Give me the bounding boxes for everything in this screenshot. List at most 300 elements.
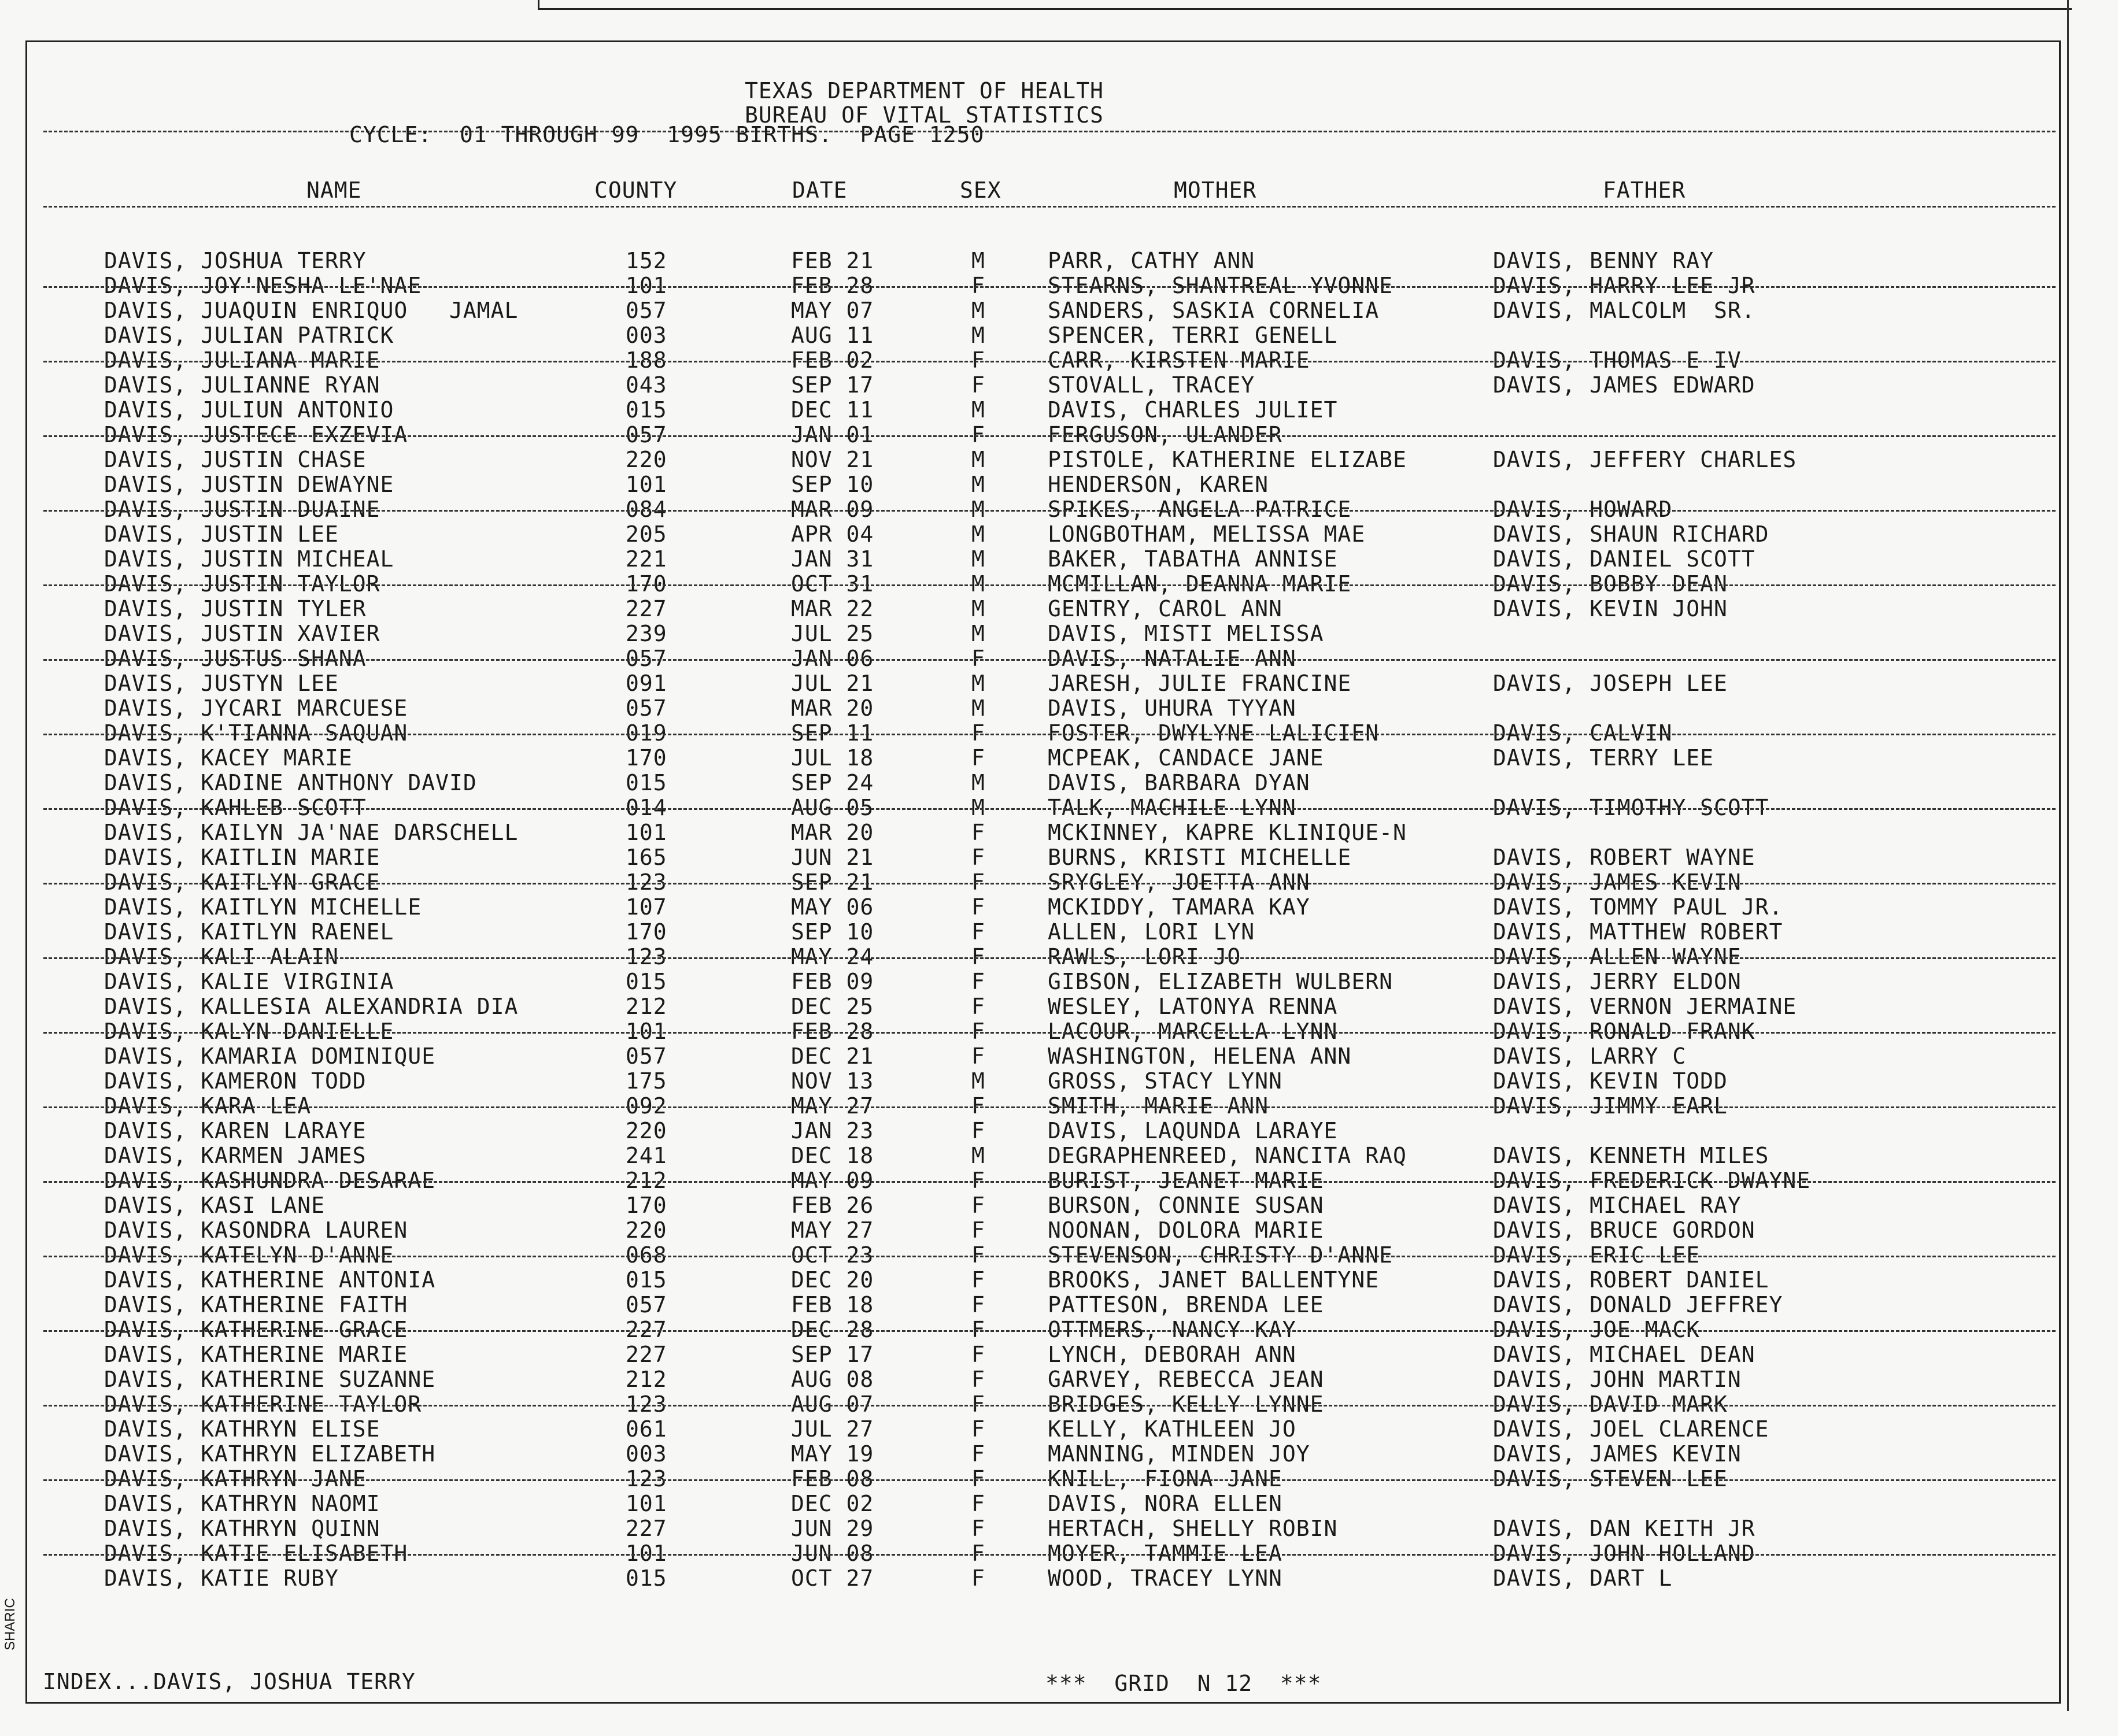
row-dash-line (43, 1479, 2056, 1481)
row-dash-line (43, 957, 2056, 959)
cell-sex: F (971, 1292, 985, 1317)
cell-mother: NOONAN, DOLORA MARIE (1048, 1217, 1324, 1243)
cell-date: AUG 05 (791, 795, 874, 820)
cell-sex: F (971, 1342, 985, 1367)
cell-mother: KELLY, KATHLEEN JO (1048, 1416, 1296, 1442)
cell-mother: STOVALL, TRACEY (1048, 372, 1255, 398)
cell-date: MAR 20 (791, 820, 874, 845)
cell-father: DAVIS, THOMAS E IV (1493, 347, 1742, 373)
cell-name: DAVIS, KAITLYN MICHELLE (104, 894, 422, 920)
cell-date: FEB 21 (791, 248, 874, 273)
cell-sex: M (971, 521, 985, 547)
cell-date: JAN 31 (791, 546, 874, 572)
cell-sex: F (971, 994, 985, 1019)
col-header-father: FATHER (1603, 177, 1686, 203)
cell-sex: M (971, 770, 985, 795)
cell-father: DAVIS, HARRY LEE JR (1493, 273, 1755, 298)
cell-name: DAVIS, JUSTECE EXZEVIA (104, 422, 408, 447)
row-dash-line (43, 1554, 2056, 1556)
cell-mother: FERGUSON, ULANDER (1048, 422, 1282, 447)
cell-county: 152 (626, 248, 667, 273)
row-dash-line (43, 584, 2056, 586)
column-header-dash-line (43, 206, 2056, 208)
header-subtitle: BUREAU OF VITAL STATISTICS (745, 102, 1104, 128)
cell-date: DEC 11 (791, 397, 874, 423)
table-row (0, 324, 2118, 349)
cell-date: MAY 27 (791, 1093, 874, 1119)
cell-sex: F (971, 820, 985, 845)
cell-county: 123 (626, 1466, 667, 1491)
cell-date: JUN 21 (791, 845, 874, 870)
cell-date: AUG 11 (791, 323, 874, 348)
cell-mother: MANNING, MINDEN JOY (1048, 1441, 1310, 1467)
cell-sex: F (971, 969, 985, 994)
table-row (0, 1343, 2118, 1368)
cell-father: DAVIS, JERRY ELDON (1493, 969, 1742, 994)
cell-date: APR 04 (791, 521, 874, 547)
row-dash-line (43, 659, 2056, 661)
cell-sex: F (971, 1118, 985, 1143)
cell-father: DAVIS, JOE MACK (1493, 1317, 1701, 1342)
cell-mother: LONGBOTHAM, MELISSA MAE (1048, 521, 1366, 547)
cell-mother: BRIDGES, KELLY LYNNE (1048, 1391, 1324, 1417)
cell-name: DAVIS, JUSTIN DUAINE (104, 497, 380, 522)
table-row (0, 971, 2118, 995)
cell-sex: F (971, 273, 985, 298)
cell-county: 057 (626, 695, 667, 721)
cell-father: DAVIS, JOHN MARTIN (1493, 1367, 1742, 1392)
cell-sex: F (971, 1217, 985, 1243)
table-row (0, 1294, 2118, 1319)
cell-father: DAVIS, TERRY LEE (1493, 745, 1714, 771)
cell-date: NOV 13 (791, 1068, 874, 1094)
cell-name: DAVIS, JUSTIN LEE (104, 521, 339, 547)
cell-name: DAVIS, JUSTYN LEE (104, 671, 339, 696)
cell-sex: F (971, 1516, 985, 1541)
table-row (0, 374, 2118, 399)
cell-date: FEB 09 (791, 969, 874, 994)
table-row (0, 1120, 2118, 1145)
cell-county: 220 (626, 447, 667, 472)
cell-county: 239 (626, 621, 667, 646)
cell-name: DAVIS, K'TIANNA SAQUAN (104, 720, 408, 746)
cell-date: JAN 06 (791, 646, 874, 671)
cell-county: 101 (626, 273, 667, 298)
table-row (0, 896, 2118, 921)
cell-date: OCT 31 (791, 571, 874, 597)
cell-name: DAVIS, KATHRYN JANE (104, 1466, 367, 1491)
cell-mother: STEVENSON, CHRISTY D'ANNE (1048, 1242, 1393, 1268)
cell-county: 175 (626, 1068, 667, 1094)
cell-sex: M (971, 397, 985, 423)
cell-name: DAVIS, JUSTUS SHANA (104, 646, 367, 671)
cell-sex: F (971, 1565, 985, 1591)
cell-mother: HENDERSON, KAREN (1048, 472, 1269, 497)
cell-county: 227 (626, 1516, 667, 1541)
cell-name: DAVIS, KACEY MARIE (104, 745, 353, 771)
cell-sex: M (971, 795, 985, 820)
table-row (0, 449, 2118, 473)
cell-father: DAVIS, MICHAEL RAY (1493, 1193, 1742, 1218)
cell-name: DAVIS, KATHRYN NAOMI (104, 1491, 380, 1516)
cell-mother: TALK, MACHILE LYNN (1048, 795, 1296, 820)
cell-father: DAVIS, JOEL CLARENCE (1493, 1416, 1769, 1442)
cell-mother: LACOUR, MARCELLA LYNN (1048, 1019, 1338, 1044)
cell-mother: GARVEY, REBECCA JEAN (1048, 1367, 1324, 1392)
cell-father: DAVIS, TOMMY PAUL JR. (1493, 894, 1783, 920)
cell-date: DEC 20 (791, 1267, 874, 1293)
cell-county: 205 (626, 521, 667, 547)
cell-date: MAR 22 (791, 596, 874, 621)
cell-county: 014 (626, 795, 667, 820)
col-header-county: COUNTY (594, 177, 678, 203)
cell-county: 057 (626, 298, 667, 323)
row-dash-line (43, 734, 2056, 735)
cell-name: DAVIS, KALI ALAIN (104, 944, 339, 969)
cell-sex: F (971, 1093, 985, 1119)
cell-sex: F (971, 720, 985, 746)
table-row (0, 250, 2118, 275)
cell-sex: F (971, 1168, 985, 1193)
cell-date: JUN 08 (791, 1541, 874, 1566)
cell-county: 015 (626, 1565, 667, 1591)
cell-sex: F (971, 646, 985, 671)
cell-name: DAVIS, KATHRYN ELISE (104, 1416, 380, 1442)
row-dash-line (43, 1032, 2056, 1034)
table-row (0, 598, 2118, 623)
cell-name: DAVIS, JUSTIN XAVIER (104, 621, 380, 646)
cell-mother: JARESH, JULIE FRANCINE (1048, 671, 1352, 696)
cell-date: DEC 25 (791, 994, 874, 1019)
cell-county: 057 (626, 1043, 667, 1069)
cell-date: SEP 17 (791, 372, 874, 398)
cell-father: DAVIS, STEVEN LEE (1493, 1466, 1728, 1491)
footer-index: INDEX...DAVIS, JOSHUA TERRY (43, 1669, 416, 1694)
cell-sex: F (971, 1317, 985, 1342)
cell-date: AUG 07 (791, 1391, 874, 1417)
cell-county: 101 (626, 1541, 667, 1566)
cell-sex: M (971, 248, 985, 273)
cell-father: DAVIS, BOBBY DEAN (1493, 571, 1728, 597)
row-dash-line (43, 361, 2056, 362)
row-dash-line (43, 808, 2056, 810)
cell-name: DAVIS, KATHERINE SUZANNE (104, 1367, 436, 1392)
cell-mother: BROOKS, JANET BALLENTYNE (1048, 1267, 1380, 1293)
cell-date: JUL 27 (791, 1416, 874, 1442)
col-header-sex: SEX (960, 177, 1001, 203)
cell-county: 043 (626, 372, 667, 398)
cell-mother: GENTRY, CAROL ANN (1048, 596, 1282, 621)
cell-name: DAVIS, KAMARIA DOMINIQUE (104, 1043, 436, 1069)
cell-mother: PATTESON, BRENDA LEE (1048, 1292, 1324, 1317)
cell-mother: MCKINNEY, KAPRE KLINIQUE-N (1048, 820, 1407, 845)
cell-date: FEB 02 (791, 347, 874, 373)
cell-mother: PARR, CATHY ANN (1048, 248, 1255, 273)
cell-father: DAVIS, JAMES KEVIN (1493, 1441, 1742, 1467)
cell-date: JAN 23 (791, 1118, 874, 1143)
side-label: SHARIC (2, 1598, 18, 1650)
cell-mother: DAVIS, NATALIE ANN (1048, 646, 1296, 671)
cell-name: DAVIS, JUSTIN TAYLOR (104, 571, 380, 597)
cell-county: 212 (626, 1168, 667, 1193)
cell-father: DAVIS, JOSEPH LEE (1493, 671, 1728, 696)
cell-sex: F (971, 422, 985, 447)
table-row (0, 1070, 2118, 1095)
table-row (0, 1418, 2118, 1443)
cell-mother: BURNS, KRISTI MICHELLE (1048, 845, 1352, 870)
cell-sex: M (971, 546, 985, 572)
cell-name: DAVIS, KAREN LARAYE (104, 1118, 367, 1143)
cell-sex: F (971, 372, 985, 398)
cell-mother: LYNCH, DEBORAH ANN (1048, 1342, 1296, 1367)
cell-father: DAVIS, JEFFERY CHARLES (1493, 447, 1797, 472)
cell-sex: F (971, 1416, 985, 1442)
cell-date: OCT 23 (791, 1242, 874, 1268)
cell-date: DEC 02 (791, 1491, 874, 1516)
cell-sex: F (971, 1541, 985, 1566)
cell-date: FEB 08 (791, 1466, 874, 1491)
cell-sex: M (971, 671, 985, 696)
cell-father: DAVIS, VERNON JERMAINE (1493, 994, 1797, 1019)
cell-county: 170 (626, 1193, 667, 1218)
cell-date: SEP 10 (791, 919, 874, 945)
cell-sex: F (971, 1019, 985, 1044)
table-row (0, 846, 2118, 871)
cell-county: 241 (626, 1143, 667, 1168)
cell-name: DAVIS, JULIAN PATRICK (104, 323, 394, 348)
cell-date: SEP 24 (791, 770, 874, 795)
cell-county: 123 (626, 1391, 667, 1417)
cell-father: DAVIS, LARRY C (1493, 1043, 1687, 1069)
cell-date: DEC 18 (791, 1143, 874, 1168)
cell-name: DAVIS, KATHERINE GRACE (104, 1317, 408, 1342)
cell-sex: F (971, 894, 985, 920)
cell-sex: M (971, 447, 985, 472)
cell-name: DAVIS, KALIE VIRGINIA (104, 969, 394, 994)
row-dash-line (43, 1330, 2056, 1332)
cell-date: DEC 28 (791, 1317, 874, 1342)
cell-name: DAVIS, KATHRYN QUINN (104, 1516, 380, 1541)
cell-mother: DAVIS, NORA ELLEN (1048, 1491, 1282, 1516)
cell-county: 227 (626, 596, 667, 621)
cell-county: 019 (626, 720, 667, 746)
table-row (0, 1194, 2118, 1219)
cell-father: DAVIS, BRUCE GORDON (1493, 1217, 1755, 1243)
cell-date: SEP 11 (791, 720, 874, 746)
cell-date: MAY 19 (791, 1441, 874, 1467)
cell-name: DAVIS, KATHERINE TAYLOR (104, 1391, 422, 1417)
cell-mother: MCKIDDY, TAMARA KAY (1048, 894, 1310, 920)
cell-name: DAVIS, KASHUNDRA DESARAE (104, 1168, 436, 1193)
cell-name: DAVIS, KALYN DANIELLE (104, 1019, 394, 1044)
row-dash-line (43, 510, 2056, 512)
cell-date: MAY 07 (791, 298, 874, 323)
cell-name: DAVIS, KAILYN JA'NAE DARSCHELL (104, 820, 519, 845)
cell-mother: DEGRAPHENREED, NANCITA RAQ (1048, 1143, 1407, 1168)
cell-name: DAVIS, JULIANNE RYAN (104, 372, 380, 398)
cell-sex: M (971, 596, 985, 621)
cell-date: SEP 10 (791, 472, 874, 497)
header-title: TEXAS DEPARTMENT OF HEALTH (745, 78, 1104, 103)
cell-date: OCT 27 (791, 1565, 874, 1591)
cell-name: DAVIS, KARMEN JAMES (104, 1143, 367, 1168)
cell-name: DAVIS, JUSTIN DEWAYNE (104, 472, 394, 497)
table-row (0, 1219, 2118, 1244)
cell-sex: F (971, 1242, 985, 1268)
cell-mother: SANDERS, SASKIA CORNELIA (1048, 298, 1380, 323)
cell-county: 003 (626, 323, 667, 348)
cell-county: 220 (626, 1217, 667, 1243)
cell-mother: HERTACH, SHELLY ROBIN (1048, 1516, 1338, 1541)
cell-name: DAVIS, KARA LEA (104, 1093, 312, 1119)
cell-name: DAVIS, JUSTIN CHASE (104, 447, 367, 472)
cell-name: DAVIS, KATIE ELISABETH (104, 1541, 408, 1566)
table-row (0, 1517, 2118, 1542)
cell-father: DAVIS, TIMOTHY SCOTT (1493, 795, 1769, 820)
table-row (0, 523, 2118, 548)
table-row (0, 747, 2118, 772)
cell-date: NOV 21 (791, 447, 874, 472)
cell-county: 068 (626, 1242, 667, 1268)
cell-mother: WASHINGTON, HELENA ANN (1048, 1043, 1352, 1069)
cell-name: DAVIS, KASONDRA LAUREN (104, 1217, 408, 1243)
cell-mother: BURIST, JEANET MARIE (1048, 1168, 1324, 1193)
table-row (0, 473, 2118, 498)
cell-name: DAVIS, KAITLIN MARIE (104, 845, 380, 870)
cell-sex: M (971, 497, 985, 522)
cell-mother: OTTMERS, NANCY KAY (1048, 1317, 1296, 1342)
cell-father: DAVIS, KEVIN TODD (1493, 1068, 1728, 1094)
cell-name: DAVIS, JUSTIN TYLER (104, 596, 367, 621)
cell-county: 015 (626, 770, 667, 795)
cell-date: MAY 06 (791, 894, 874, 920)
cell-father: DAVIS, DAN KEITH JR (1493, 1516, 1755, 1541)
cell-mother: MCMILLAN, DEANNA MARIE (1048, 571, 1352, 597)
cell-county: 170 (626, 745, 667, 771)
cell-name: DAVIS, JOSHUA TERRY (104, 248, 367, 273)
cell-mother: DAVIS, BARBARA DYAN (1048, 770, 1310, 795)
cell-father: DAVIS, FREDERICK DWAYNE (1493, 1168, 1811, 1193)
cell-father: DAVIS, JAMES KEVIN (1493, 869, 1742, 895)
cell-county: 212 (626, 1367, 667, 1392)
cell-father: DAVIS, HOWARD (1493, 497, 1673, 522)
cell-father: DAVIS, SHAUN RICHARD (1493, 521, 1769, 547)
cell-county: 221 (626, 546, 667, 572)
cell-sex: F (971, 1441, 985, 1467)
cell-name: DAVIS, KATELYN D'ANNE (104, 1242, 394, 1268)
cell-county: 003 (626, 1441, 667, 1467)
table-row (0, 1493, 2118, 1517)
table-row (0, 995, 2118, 1020)
cell-sex: F (971, 745, 985, 771)
cell-sex: M (971, 571, 985, 597)
cell-name: DAVIS, JOY'NESHA LE'NAE (104, 273, 422, 298)
cell-mother: GIBSON, ELIZABETH WULBERN (1048, 969, 1393, 994)
cell-name: DAVIS, KATIE RUBY (104, 1565, 339, 1591)
table-row (0, 1145, 2118, 1169)
cell-mother: SPIKES, ANGELA PATRICE (1048, 497, 1352, 522)
row-dash-line (43, 1256, 2056, 1257)
cell-father: DAVIS, ROBERT DANIEL (1493, 1267, 1769, 1293)
cell-county: 170 (626, 571, 667, 597)
cell-sex: F (971, 1267, 985, 1293)
cell-county: 084 (626, 497, 667, 522)
cell-sex: F (971, 845, 985, 870)
cell-sex: M (971, 1068, 985, 1094)
cell-name: DAVIS, JULIANA MARIE (104, 347, 380, 373)
cell-date: JUL 25 (791, 621, 874, 646)
row-dash-line (43, 1106, 2056, 1108)
cell-sex: F (971, 1466, 985, 1491)
cell-date: MAY 24 (791, 944, 874, 969)
cell-name: DAVIS, KADINE ANTHONY DAVID (104, 770, 477, 795)
table-row (0, 1567, 2118, 1592)
cell-date: MAY 09 (791, 1168, 874, 1193)
cell-father: DAVIS, JAMES EDWARD (1493, 372, 1755, 398)
cell-county: 092 (626, 1093, 667, 1119)
cell-sex: M (971, 621, 985, 646)
footer-grid: *** GRID N 12 *** (1045, 1671, 1322, 1696)
cell-date: MAY 27 (791, 1217, 874, 1243)
cell-sex: M (971, 1143, 985, 1168)
cell-mother: SPENCER, TERRI GENELL (1048, 323, 1338, 348)
cell-sex: F (971, 919, 985, 945)
cell-county: 188 (626, 347, 667, 373)
cell-sex: F (971, 1043, 985, 1069)
cell-county: 212 (626, 994, 667, 1019)
cell-county: 101 (626, 1491, 667, 1516)
cell-county: 107 (626, 894, 667, 920)
cell-date: JUN 29 (791, 1516, 874, 1541)
table-row (0, 1045, 2118, 1070)
cell-sex: M (971, 298, 985, 323)
table-row (0, 821, 2118, 846)
cell-father: DAVIS, MALCOLM SR. (1493, 298, 1755, 323)
table-row (0, 772, 2118, 797)
cell-name: DAVIS, KATHERINE FAITH (104, 1292, 408, 1317)
cell-name: DAVIS, JULIUN ANTONIO (104, 397, 394, 423)
cell-county: 101 (626, 1019, 667, 1044)
cell-date: DEC 21 (791, 1043, 874, 1069)
cell-date: JAN 01 (791, 422, 874, 447)
cell-county: 170 (626, 919, 667, 945)
col-header-date: DATE (792, 177, 848, 203)
cell-sex: M (971, 472, 985, 497)
cell-county: 123 (626, 944, 667, 969)
cell-mother: RAWLS, LORI JO (1048, 944, 1241, 969)
cell-sex: M (971, 323, 985, 348)
cell-date: FEB 26 (791, 1193, 874, 1218)
row-dash-line (43, 435, 2056, 437)
cell-mother: SMITH, MARIE ANN (1048, 1093, 1269, 1119)
cell-date: JUL 21 (791, 671, 874, 696)
row-dash-line (43, 286, 2056, 288)
col-header-name: NAME (306, 177, 362, 203)
cell-date: SEP 17 (791, 1342, 874, 1367)
cell-mother: FOSTER, DWYLYNE LALICIEN (1048, 720, 1380, 746)
cell-father: DAVIS, DANIEL SCOTT (1493, 546, 1755, 572)
cell-father: DAVIS, DAVID MARK (1493, 1391, 1728, 1417)
cell-county: 015 (626, 969, 667, 994)
cell-mother: DAVIS, CHARLES JULIET (1048, 397, 1338, 423)
cell-father: DAVIS, DONALD JEFFREY (1493, 1292, 1783, 1317)
cell-sex: F (971, 347, 985, 373)
cell-name: DAVIS, KAITLYN RAENEL (104, 919, 394, 945)
cell-father: DAVIS, ERIC LEE (1493, 1242, 1701, 1268)
cell-county: 091 (626, 671, 667, 696)
cell-name: DAVIS, JUAQUIN ENRIQUO JAMAL (104, 298, 519, 323)
cell-date: FEB 28 (791, 273, 874, 298)
